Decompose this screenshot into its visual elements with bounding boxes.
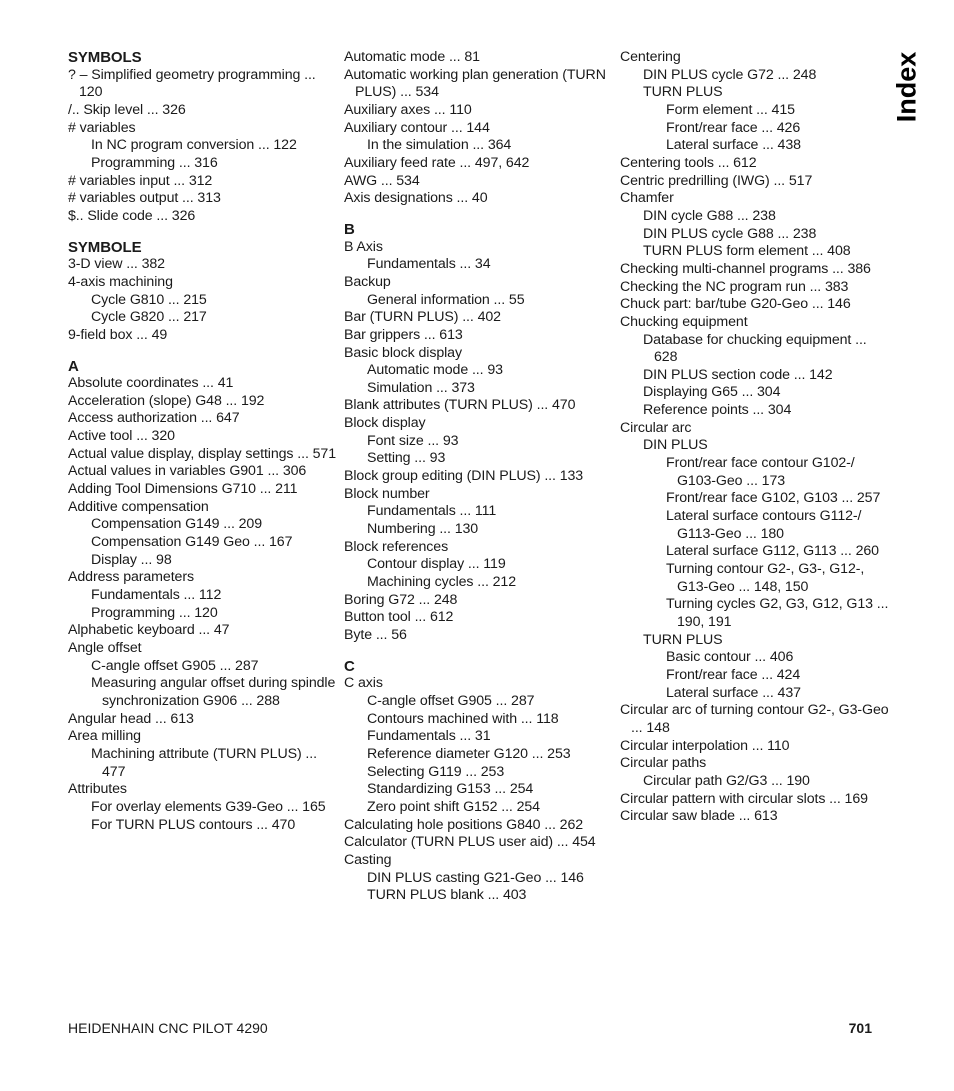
index-entry: Selecting G119 ... 253 (367, 763, 505, 780)
index-entry: Basic contour ... 406 (666, 649, 794, 666)
page-number: 701 (848, 1020, 872, 1036)
index-entry: C axis (344, 675, 383, 692)
index-entry: Front/rear face contour G102-/ G103-Geo ... 173 (666, 455, 855, 489)
index-side-tab (891, 51, 922, 123)
index-entry: Alphabetic keyboard ... 47 (68, 622, 230, 639)
index-entry: Setting ... 93 (367, 450, 446, 467)
index-entry: Automatic mode ... 93 (367, 362, 503, 379)
index-entry: Angular head ... 613 (68, 710, 194, 727)
index-entry: Bar grippers ... 613 (344, 326, 463, 343)
index-entry: Backup (344, 273, 391, 290)
index-entry: Boring G72 ... 248 (344, 591, 458, 608)
index-entry: TURN PLUS (643, 84, 723, 101)
index-entry: C-angle offset G905 ... 287 (91, 657, 259, 674)
index-entry: Numbering ... 130 (367, 521, 479, 538)
index-entry: Chuck part: bar/tube G20-Geo ... 146 (620, 296, 851, 313)
index-entry: Contour display ... 119 (367, 556, 506, 573)
index-entry: TURN PLUS blank ... 403 (367, 887, 527, 904)
index-entry: Auxiliary axes ... 110 (344, 101, 472, 118)
index-entry: TURN PLUS (643, 631, 723, 648)
index-entry: Auxiliary feed rate ... 497, 642 (344, 154, 530, 171)
index-entry: Lateral surface contours G112-/ G113-Geo ... 180 (666, 508, 862, 542)
index-entry: DIN PLUS cycle G88 ... 238 (643, 225, 817, 242)
index-entry: Circular saw blade ... 613 (620, 808, 778, 825)
index-entry: Adding Tool Dimensions G710 ... 211 (68, 481, 298, 498)
index-entry: Lateral surface ... 437 (666, 684, 801, 701)
index-entry: Contours machined with ... 118 (367, 710, 559, 727)
index-entry: Machining cycles ... 212 (367, 574, 517, 591)
index-entry: Front/rear face ... 426 (666, 119, 801, 136)
index-entry: Lateral surface ... 438 (666, 137, 801, 154)
index-entry: Compensation G149 ... 209 (91, 516, 263, 533)
index-entry: DIN cycle G88 ... 238 (643, 207, 776, 224)
index-entry: Auxiliary contour ... 144 (344, 119, 490, 136)
index-entry: # variables input ... 312 (68, 172, 213, 189)
index-entry: For overlay elements G39-Geo ... 165 (91, 798, 326, 815)
index-entry: In the simulation ... 364 (367, 137, 512, 154)
index-entry: DIN PLUS section code ... 142 (643, 366, 833, 383)
index-entry: Checking the NC program run ... 383 (620, 278, 849, 295)
index-entry: Programming ... 120 (91, 604, 218, 621)
index-entry: Attributes (68, 781, 127, 798)
index-entry: # variables (68, 119, 136, 136)
index-entry: Fundamentals ... 34 (367, 256, 491, 273)
index-entry: Blank attributes (TURN PLUS) ... 470 (344, 397, 576, 414)
index-entry: Additive compensation (68, 498, 209, 515)
index-entry: For TURN PLUS contours ... 470 (91, 816, 296, 833)
index-entry: General information ... 55 (367, 291, 525, 308)
index-entry: 4-axis machining (68, 273, 173, 290)
footer-title: HEIDENHAIN CNC PILOT 4290 (68, 1020, 268, 1036)
index-entry: Circular pattern with circular slots ... 169 (620, 790, 868, 807)
index-entry: Form element ... 415 (666, 101, 795, 118)
index-entry: Acceleration (slope) G48 ... 192 (68, 392, 265, 409)
index-entry: Address parameters (68, 569, 194, 586)
index-entry: Calculating hole positions G840 ... 262 (344, 816, 584, 833)
index-entry: Bar (TURN PLUS) ... 402 (344, 309, 501, 326)
index-entry: Font size ... 93 (367, 432, 459, 449)
index-entry: Reference diameter G120 ... 253 (367, 745, 571, 762)
index-entry: Actual value display, display settings ... 571 (68, 445, 337, 462)
index-entry: Cycle G810 ... 215 (91, 291, 207, 308)
index-entry: Fundamentals ... 111 (367, 503, 497, 520)
index-entry: # variables output ... 313 (68, 190, 221, 207)
section-heading: SYMBOLE (68, 238, 142, 256)
index-entry: $.. Slide code ... 326 (68, 207, 196, 224)
index-entry: Centering tools ... 612 (620, 154, 757, 171)
index-entry: Front/rear face ... 424 (666, 666, 801, 683)
index-entry: Basic block display (344, 344, 462, 361)
index-entry: Actual values in variables G901 ... 306 (68, 463, 307, 480)
index-entry: ? – Simplified geometry programming ... 120 (68, 66, 316, 101)
index-entry: Axis designations ... 40 (344, 190, 488, 207)
index-entry: Calculator (TURN PLUS user aid) ... 454 (344, 834, 596, 851)
index-column-2 (344, 49, 616, 905)
index-entry: Button tool ... 612 (344, 609, 454, 626)
index-entry: Machining attribute (TURN PLUS) ... 477 (91, 745, 317, 780)
index-entry: Circular path G2/G3 ... 190 (643, 772, 810, 789)
index-entry: Lateral surface G112, G113 ... 260 (666, 543, 879, 560)
section-heading: A (68, 357, 79, 375)
index-entry: 3-D view ... 382 (68, 256, 165, 273)
index-entry: Fundamentals ... 31 (367, 728, 491, 745)
index-entry: AWG ... 534 (344, 172, 420, 189)
index-entry: Turning cycles G2, G3, G12, G13 ... 190, 191 (666, 596, 889, 630)
index-entry: Compensation G149 Geo ... 167 (91, 534, 293, 551)
index-entry: B Axis (344, 238, 383, 255)
index-entry: Block references (344, 538, 449, 555)
index-entry: DIN PLUS cycle G72 ... 248 (643, 66, 817, 83)
index-entry: Cycle G820 ... 217 (91, 309, 207, 326)
index-entry: Standardizing G153 ... 254 (367, 781, 534, 798)
index-entry: Simulation ... 373 (367, 379, 475, 396)
index-entry: In NC program conversion ... 122 (91, 137, 297, 154)
section-heading: B (344, 220, 355, 238)
index-entry: DIN PLUS casting G21-Geo ... 146 (367, 869, 584, 886)
index-entry: Angle offset (68, 640, 142, 656)
index-entry: 9-field box ... 49 (68, 326, 168, 343)
index-entry: Centering (620, 49, 681, 65)
index-entry: Database for chucking equipment ... 628 (643, 331, 867, 366)
index-entry: Block number (344, 485, 430, 502)
index-column-3 (620, 49, 890, 826)
index-entry: Reference points ... 304 (643, 402, 792, 419)
index-entry: Checking multi-channel programs ... 386 (620, 260, 871, 277)
index-entry: Circular paths (620, 755, 707, 772)
index-entry: Chamfer (620, 190, 674, 207)
index-entry: Circular interpolation ... 110 (620, 737, 790, 754)
index-entry: Block display (344, 415, 426, 432)
index-column-1 (68, 49, 340, 834)
index-entry: Fundamentals ... 112 (91, 587, 222, 604)
index-entry: TURN PLUS form element ... 408 (643, 243, 851, 260)
section-heading: C (344, 657, 355, 675)
index-entry: Block group editing (DIN PLUS) ... 133 (344, 468, 584, 485)
index-entry: Access authorization ... 647 (68, 410, 240, 427)
index-entry: /.. Skip level ... 326 (68, 101, 186, 118)
index-entry: Display ... 98 (91, 551, 172, 568)
index-entry: Casting (344, 851, 392, 868)
index-entry: Absolute coordinates ... 41 (68, 375, 234, 392)
index-entry: Automatic working plan generation (TURN PLUS) ... 534 (344, 66, 606, 101)
index-entry: Chucking equipment (620, 313, 748, 330)
index-entry: Programming ... 316 (91, 154, 218, 171)
index-entry: Circular arc (620, 419, 692, 436)
index-entry: Area milling (68, 728, 141, 745)
index-entry: Byte ... 56 (344, 627, 407, 643)
index-entry: Front/rear face G102, G103 ... 257 (666, 490, 881, 507)
index-entry: Automatic mode ... 81 (344, 49, 480, 65)
index-entry: DIN PLUS (643, 437, 708, 454)
index-entry: Active tool ... 320 (68, 428, 175, 445)
index-entry: Circular arc of turning contour G2-, G3-Geo ... 148 (620, 702, 889, 736)
index-entry: Displaying G65 ... 304 (643, 384, 781, 401)
index-entry: C-angle offset G905 ... 287 (367, 692, 535, 709)
index-entry: Turning contour G2-, G3-, G12-, G13-Geo ... 148, 150 (666, 561, 865, 595)
section-heading: SYMBOLS (68, 49, 142, 66)
index-side-tab-label: Index (891, 51, 922, 123)
index-entry: Measuring angular offset during spindle synchronization G906 ... 288 (91, 675, 336, 709)
index-entry: Centric predrilling (IWG) ... 517 (620, 172, 813, 189)
index-entry: Zero point shift G152 ... 254 (367, 798, 540, 815)
